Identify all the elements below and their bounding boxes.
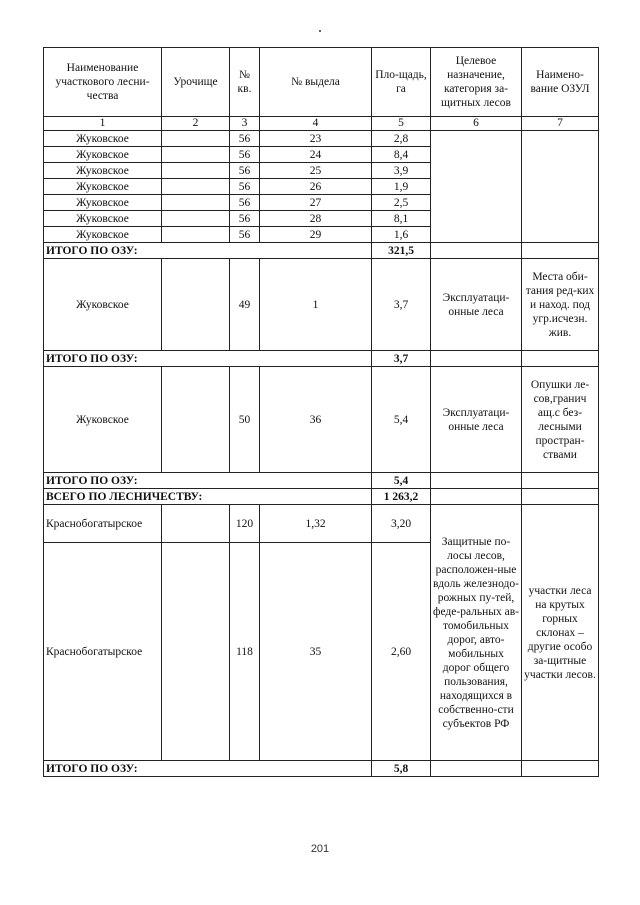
- cell-vydel: 35: [260, 543, 372, 761]
- cell-area: 8,1: [372, 211, 431, 227]
- cell-area: 8,4: [372, 147, 431, 163]
- col-number: 2: [162, 117, 230, 131]
- page-number: 201: [310, 843, 330, 855]
- cell-area: 2,5: [372, 195, 431, 211]
- col-number: 5: [372, 117, 431, 131]
- header-row: [44, 48, 599, 117]
- total-area: 3,7: [372, 351, 431, 367]
- cell-kv: 56: [230, 147, 260, 163]
- cell-ozul: [522, 489, 599, 505]
- cell-vydel: 25: [260, 163, 372, 179]
- header-forestry: Наименование участкового лесни-чества: [44, 48, 162, 117]
- cell-tract: [162, 259, 230, 351]
- cell-forestry: Жуковское: [44, 131, 162, 147]
- grand-total-area: 1 263,2: [372, 489, 431, 505]
- cell-vydel: 26: [260, 179, 372, 195]
- cell-purpose: [431, 131, 522, 243]
- cell-ozul: [522, 131, 599, 243]
- cell-purpose: Защитные по-лосы лесов, расположен-ные вдоль железнодо-рожных пу-тей, феде-ральных ав-томобильных дорог, авто-мобильных дорог общего пользования, находящихся в собственно-сти субъектов РФ: [431, 505, 522, 761]
- cell-forestry: Жуковское: [44, 227, 162, 243]
- total-area: 5,4: [372, 473, 431, 489]
- table-row: [44, 367, 599, 473]
- cell-ozul: Места оби-тания ред-ких и наход. под угр.исчезн. жив.: [522, 259, 599, 351]
- column-number-row: [44, 117, 599, 131]
- cell-vydel: 1: [260, 259, 372, 351]
- cell-ozul: [522, 351, 599, 367]
- cell-tract: [162, 131, 230, 147]
- cell-area: 2,8: [372, 131, 431, 147]
- cell-forestry: Жуковское: [44, 147, 162, 163]
- cell-vydel: 36: [260, 367, 372, 473]
- cell-kv: 118: [230, 543, 260, 761]
- cell-kv: 120: [230, 505, 260, 543]
- cell-kv: 56: [230, 211, 260, 227]
- col-number: 4: [260, 117, 372, 131]
- cell-ozul: [522, 473, 599, 489]
- total-label: ИТОГО ПО ОЗУ:: [44, 473, 372, 489]
- cell-area: 3,7: [372, 259, 431, 351]
- header-purpose: Целевое назначение, категория за-щитных лесов: [431, 48, 522, 117]
- cell-ozul: [522, 761, 599, 777]
- col-number: 6: [431, 117, 522, 131]
- cell-purpose: [431, 489, 522, 505]
- total-row: [44, 243, 599, 259]
- header-vydel: № выдела: [260, 48, 372, 117]
- cell-kv: 56: [230, 227, 260, 243]
- cell-area: 3,20: [372, 505, 431, 543]
- cell-area: 1,6: [372, 227, 431, 243]
- table-row: [44, 505, 599, 543]
- forest-areas-table: [43, 47, 599, 777]
- cell-tract: [162, 195, 230, 211]
- cell-vydel: 23: [260, 131, 372, 147]
- grand-total-row: [44, 489, 599, 505]
- cell-forestry: Жуковское: [44, 195, 162, 211]
- cell-purpose: Эксплуатаци-онные леса: [431, 367, 522, 473]
- cell-tract: [162, 179, 230, 195]
- cell-area: 1,9: [372, 179, 431, 195]
- cell-kv: 56: [230, 163, 260, 179]
- cell-tract: [162, 367, 230, 473]
- cell-vydel: 29: [260, 227, 372, 243]
- total-label: ИТОГО ПО ОЗУ:: [44, 761, 372, 777]
- cell-tract: [162, 147, 230, 163]
- cell-purpose: Эксплуатаци-онные леса: [431, 259, 522, 351]
- cell-area: 2,60: [372, 543, 431, 761]
- cell-kv: 50: [230, 367, 260, 473]
- header-ozul: Наимено-вание ОЗУЛ: [522, 48, 599, 117]
- col-number: 3: [230, 117, 260, 131]
- cell-vydel: 27: [260, 195, 372, 211]
- header-tract: Урочище: [162, 48, 230, 117]
- cell-purpose: [431, 761, 522, 777]
- cell-tract: [162, 543, 230, 761]
- cell-forestry: Жуковское: [44, 179, 162, 195]
- cell-forestry: Краснобогатырское: [44, 543, 162, 761]
- cell-tract: [162, 163, 230, 179]
- total-row: [44, 351, 599, 367]
- cell-ozul: [522, 243, 599, 259]
- cell-purpose: [431, 243, 522, 259]
- col-number: 1: [44, 117, 162, 131]
- cell-forestry: Жуковское: [44, 211, 162, 227]
- cell-area: 3,9: [372, 163, 431, 179]
- cell-forestry: Краснобогатырское: [44, 505, 162, 543]
- cell-vydel: 1,32: [260, 505, 372, 543]
- cell-forestry: Жуковское: [44, 163, 162, 179]
- cell-tract: [162, 211, 230, 227]
- total-label: ИТОГО ПО ОЗУ:: [44, 243, 372, 259]
- cell-tract: [162, 505, 230, 543]
- col-number: 7: [522, 117, 599, 131]
- speck-dot: [319, 30, 321, 32]
- cell-area: 5,4: [372, 367, 431, 473]
- cell-tract: [162, 227, 230, 243]
- cell-ozul: участки леса на крутых горных склонах – другие особо за-щитные участки лесов.: [522, 505, 599, 761]
- cell-vydel: 24: [260, 147, 372, 163]
- table-row: [44, 131, 599, 147]
- cell-purpose: [431, 351, 522, 367]
- table-row: [44, 259, 599, 351]
- total-row: [44, 761, 599, 777]
- total-area: 5,8: [372, 761, 431, 777]
- cell-kv: 49: [230, 259, 260, 351]
- cell-purpose: [431, 473, 522, 489]
- cell-forestry: Жуковское: [44, 367, 162, 473]
- total-label: ИТОГО ПО ОЗУ:: [44, 351, 372, 367]
- total-row: [44, 473, 599, 489]
- cell-ozul: Опушки ле-сов,гранич ащ.с без-лесными простран-ствами: [522, 367, 599, 473]
- cell-vydel: 28: [260, 211, 372, 227]
- grand-total-label: ВСЕГО ПО ЛЕСНИЧЕСТВУ:: [44, 489, 372, 505]
- cell-kv: 56: [230, 195, 260, 211]
- cell-forestry: Жуковское: [44, 259, 162, 351]
- header-area: Пло-щадь, га: [372, 48, 431, 117]
- cell-kv: 56: [230, 179, 260, 195]
- header-kv: № кв.: [230, 48, 260, 117]
- total-area: 321,5: [372, 243, 431, 259]
- cell-kv: 56: [230, 131, 260, 147]
